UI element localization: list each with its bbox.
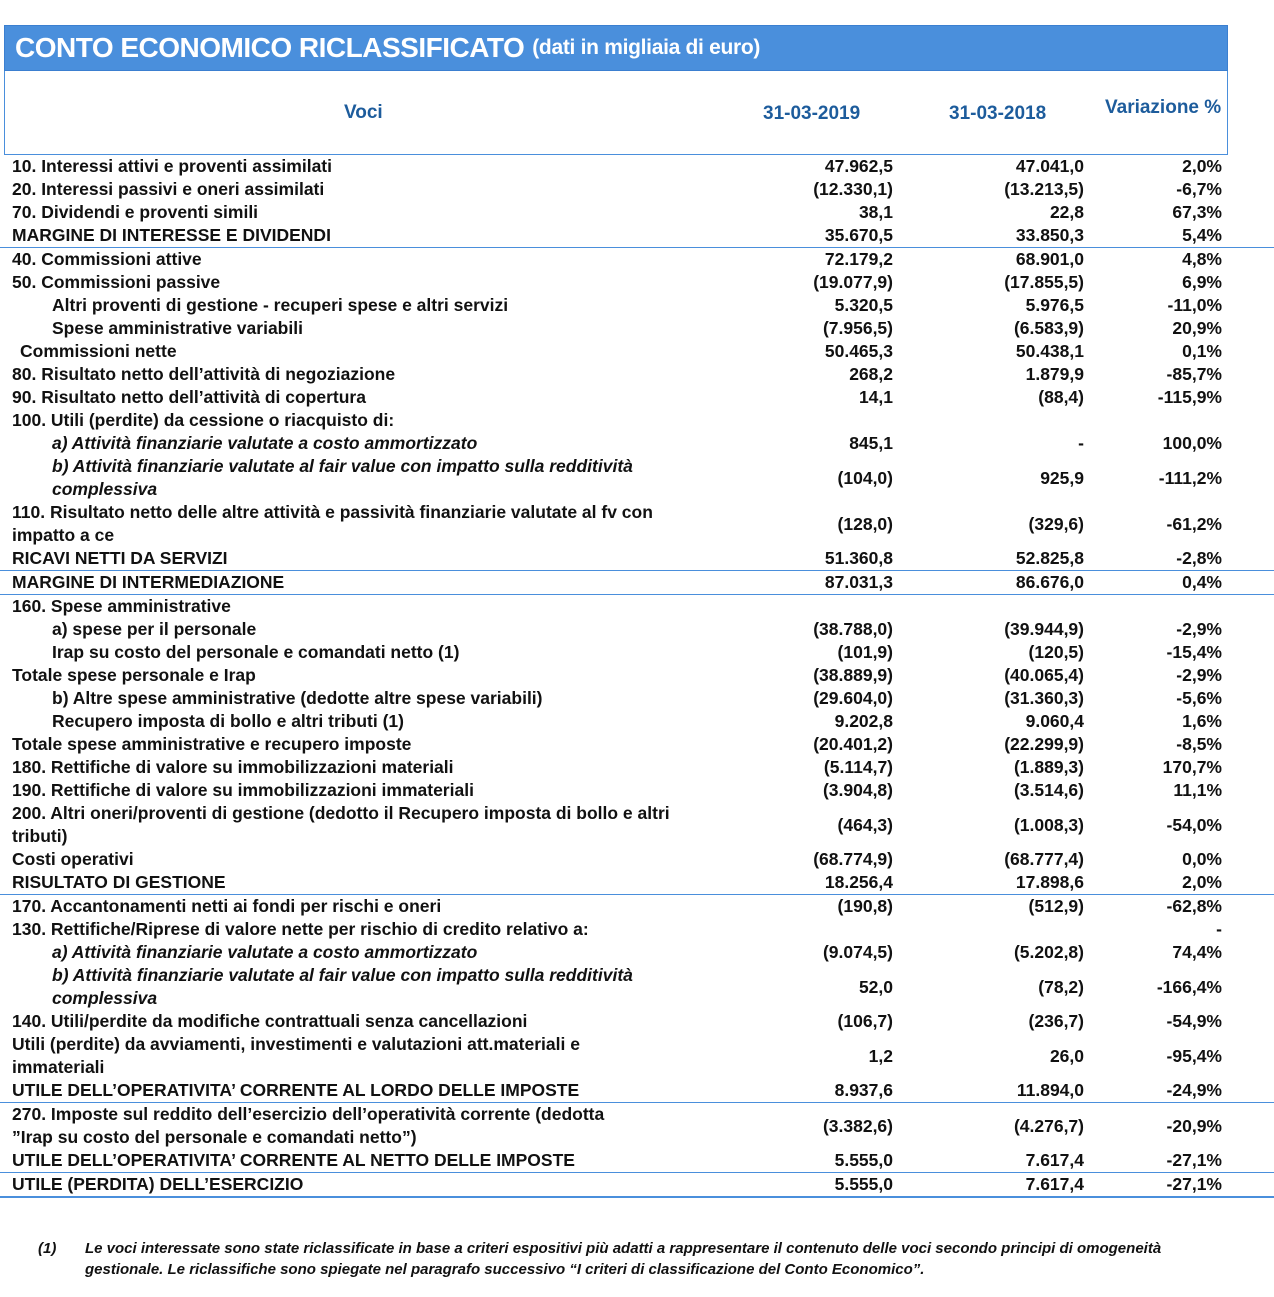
value-variazione: 2,0%	[1182, 156, 1222, 176]
value-2018: 33.850,3	[1015, 225, 1084, 245]
value-variazione: -54,0%	[1166, 815, 1222, 835]
row-label: MARGINE DI INTERESSE E DIVIDENDI	[12, 225, 331, 245]
table-row	[0, 595, 1274, 618]
value-2018: (5.202,8)	[1013, 942, 1084, 962]
value-2019: (19.077,9)	[813, 272, 893, 292]
value-variazione: 1,6%	[1182, 711, 1222, 731]
table-row	[0, 155, 1274, 178]
table-title-bar	[4, 25, 1228, 71]
value-variazione: -24,9%	[1166, 1080, 1222, 1100]
table-row	[0, 802, 1274, 848]
value-2019: (3.904,8)	[822, 780, 893, 800]
value-2019: (9.074,5)	[822, 942, 893, 962]
value-variazione: -95,4%	[1166, 1046, 1222, 1066]
value-2019: 51.360,8	[824, 548, 893, 568]
table-row	[0, 664, 1274, 687]
header-variazione: Variazione %	[1105, 97, 1222, 118]
value-2019: (7.956,5)	[822, 318, 893, 338]
footnote-text: Le voci interessate sono state riclassificate in base a criteri espositivi più adatti a rappresentare il contenuto delle voci secondo principi di omogeneità gestionale. Le riclassifiche sono spiegate nel paragrafo successivo “I criteri di classificazione del Conto Economico”.	[85, 1240, 1162, 1278]
row-label: 180. Rettifiche di valore su immobilizzazioni materiali	[12, 757, 454, 777]
value-variazione: 6,9%	[1182, 272, 1222, 292]
table-row	[0, 547, 1274, 571]
row-label: Irap su costo del personale e comandati netto (1)	[52, 642, 460, 662]
row-label: b) Attività finanziarie valutate al fair value con impatto sulla redditività complessiva	[52, 456, 633, 499]
value-2018: (4.276,7)	[1013, 1116, 1084, 1136]
table-row	[0, 895, 1274, 918]
table-row	[0, 248, 1274, 271]
value-2018: (3.514,6)	[1013, 780, 1084, 800]
value-2019: (38.788,0)	[813, 619, 893, 639]
value-2018: (1.008,3)	[1013, 815, 1084, 835]
row-label: Altri proventi di gestione - recuperi spese e altri servizi	[52, 295, 509, 315]
value-2018: 52.825,8	[1015, 548, 1084, 568]
value-variazione: -54,9%	[1166, 1011, 1222, 1031]
row-label: RISULTATO DI GESTIONE	[12, 872, 226, 892]
row-label: 140. Utili/perdite da modifiche contrattuali senza cancellazioni	[12, 1011, 528, 1031]
row-label: Totale spese amministrative e recupero imposte	[12, 734, 412, 754]
row-label: Utili (perdite) da avviamenti, investimenti e valutazioni att.materiali e immateriali	[12, 1034, 580, 1077]
value-variazione: -61,2%	[1166, 514, 1222, 534]
value-2019: (3.382,6)	[822, 1116, 893, 1136]
row-label: 40. Commissioni attive	[12, 249, 202, 269]
value-2019: (128,0)	[837, 514, 893, 534]
value-2018: 22,8	[1049, 202, 1084, 222]
table-row	[0, 1149, 1274, 1173]
value-2019: (38.889,9)	[813, 665, 893, 685]
value-2018: (6.583,9)	[1013, 318, 1084, 338]
value-2018: (39.944,9)	[1004, 619, 1084, 639]
row-label: 160. Spese amministrative	[12, 596, 231, 616]
value-2019: 52,0	[858, 977, 893, 997]
value-2018: 47.041,0	[1015, 156, 1084, 176]
value-2018: -	[1078, 433, 1084, 453]
table-subtitle: (dati in migliaia di euro)	[532, 36, 761, 59]
value-2019: (5.114,7)	[823, 757, 893, 777]
value-2019: (101,9)	[837, 642, 893, 662]
value-variazione: 11,1%	[1173, 780, 1222, 800]
value-variazione: 74,4%	[1172, 942, 1222, 962]
table-row	[0, 294, 1274, 317]
table-row	[0, 501, 1274, 547]
value-variazione: -	[1216, 919, 1222, 939]
row-label: a) Attività finanziarie valutate a costo ammortizzato	[52, 942, 478, 962]
row-label: UTILE (PERDITA) DELL’ESERCIZIO	[12, 1174, 304, 1194]
value-2018: (68.777,4)	[1004, 849, 1084, 869]
header-voci: Voci	[344, 102, 383, 123]
value-2018: (120,5)	[1028, 642, 1084, 662]
value-2018: (22.299,9)	[1004, 734, 1084, 754]
table-row	[0, 641, 1274, 664]
value-2018: 86.676,0	[1015, 572, 1084, 592]
value-2019: (20.401,2)	[813, 734, 893, 754]
value-2019: (464,3)	[837, 815, 893, 835]
value-variazione: -85,7%	[1166, 364, 1222, 384]
row-label: 20. Interessi passivi e oneri assimilati	[12, 179, 325, 199]
value-2019: 5.320,5	[834, 295, 893, 315]
table-row	[0, 618, 1274, 641]
value-variazione: -5,6%	[1176, 688, 1222, 708]
value-variazione: -15,4%	[1166, 642, 1222, 662]
table-row	[0, 1010, 1274, 1033]
value-2019: 72.179,2	[824, 249, 893, 269]
value-2018: 1.879,9	[1025, 364, 1084, 384]
value-variazione: 4,8%	[1182, 249, 1222, 269]
value-2019: 47.962,5	[824, 156, 893, 176]
value-2018: 9.060,4	[1025, 711, 1084, 731]
value-2019: (12.330,1)	[813, 179, 893, 199]
value-2019: (190,8)	[837, 896, 893, 916]
row-label: 100. Utili (perdite) da cessione o riacquisto di:	[12, 410, 395, 430]
table-row	[0, 178, 1274, 201]
table-row	[0, 340, 1274, 363]
value-variazione: -115,9%	[1157, 387, 1222, 407]
table-row	[0, 571, 1274, 595]
row-label: UTILE DELL’OPERATIVITA’ CORRENTE AL NETTO DELLE IMPOSTE	[12, 1150, 575, 1170]
table-row	[0, 687, 1274, 710]
value-2019: 5.555,0	[834, 1150, 893, 1170]
value-2018: (329,6)	[1028, 514, 1084, 534]
column-header	[4, 71, 1228, 155]
row-label: Recupero imposta di bollo e altri tributi (1)	[52, 711, 404, 731]
value-2019: 35.670,5	[824, 225, 893, 245]
value-2018: (512,9)	[1028, 896, 1084, 916]
row-label: 80. Risultato netto dell’attività di negoziazione	[12, 364, 396, 384]
value-variazione: 5,4%	[1182, 225, 1222, 245]
row-label: 50. Commissioni passive	[12, 272, 221, 292]
row-label: b) Altre spese amministrative (dedotte altre spese variabili)	[52, 688, 543, 708]
value-2019: (29.604,0)	[813, 688, 893, 708]
value-2019: (104,0)	[837, 468, 893, 488]
value-variazione: -8,5%	[1176, 734, 1222, 754]
row-label: 70. Dividendi e proventi simili	[12, 202, 259, 222]
table-row	[0, 964, 1274, 1010]
value-2019: 38,1	[858, 202, 893, 222]
value-2019: 5.555,0	[834, 1174, 893, 1194]
value-2018: (31.360,3)	[1004, 688, 1084, 708]
value-2019: (68.774,9)	[813, 849, 893, 869]
row-label: Costi operativi	[12, 849, 134, 869]
value-2018: 7.617,4	[1025, 1150, 1084, 1170]
row-label: Spese amministrative variabili	[52, 318, 303, 338]
value-2019: (106,7)	[837, 1011, 893, 1031]
value-variazione: 0,1%	[1182, 341, 1222, 361]
header-2019: 31-03-2019	[763, 103, 861, 124]
value-variazione: -27,1%	[1166, 1150, 1222, 1170]
value-2019: 14,1	[858, 387, 893, 407]
row-label: 130. Rettifiche/Riprese di valore nette per rischio di credito relativo a:	[12, 919, 589, 939]
value-2018: 26,0	[1049, 1046, 1084, 1066]
value-variazione: 100,0%	[1162, 433, 1222, 453]
table-row	[0, 1173, 1274, 1198]
table-row	[0, 779, 1274, 802]
footnote-number: (1)	[38, 1240, 57, 1257]
value-variazione: -111,2%	[1158, 468, 1222, 488]
value-variazione: -2,9%	[1176, 665, 1222, 685]
value-2019: 87.031,3	[824, 572, 893, 592]
row-label: RICAVI NETTI DA SERVIZI	[12, 548, 228, 568]
table-row	[0, 201, 1274, 224]
value-2019: 268,2	[849, 364, 893, 384]
table-row	[0, 871, 1274, 895]
table-row	[0, 733, 1274, 756]
row-label: a) spese per il personale	[52, 619, 257, 639]
value-2018: (1.889,3)	[1013, 757, 1084, 777]
value-variazione: 2,0%	[1182, 872, 1222, 892]
table-row	[0, 941, 1274, 964]
value-variazione: 0,0%	[1182, 849, 1222, 869]
row-label: UTILE DELL’OPERATIVITA’ CORRENTE AL LORDO DELLE IMPOSTE	[12, 1080, 580, 1100]
value-2019: 1,2	[868, 1046, 893, 1066]
value-2018: (88,4)	[1038, 387, 1084, 407]
value-variazione: -20,9%	[1166, 1116, 1222, 1136]
row-label: a) Attività finanziarie valutate a costo ammortizzato	[52, 433, 478, 453]
table-body	[0, 155, 1274, 1198]
value-2018: 11.894,0	[1016, 1080, 1084, 1100]
value-variazione: 20,9%	[1172, 318, 1222, 338]
value-2019: 8.937,6	[834, 1080, 893, 1100]
value-variazione: -62,8%	[1166, 896, 1222, 916]
row-label: 90. Risultato netto dell’attività di copertura	[12, 387, 366, 407]
value-2019: 9.202,8	[834, 711, 893, 731]
value-2018: (17.855,5)	[1004, 272, 1084, 292]
table-title: CONTO ECONOMICO RICLASSIFICATO	[15, 32, 525, 63]
value-variazione: 0,4%	[1182, 572, 1222, 592]
value-2018: (236,7)	[1028, 1011, 1084, 1031]
value-variazione: -2,9%	[1176, 619, 1222, 639]
row-label: 270. Imposte sul reddito dell’esercizio dell’operatività corrente (dedotta ”Irap su costo del personale e comandati netto”)	[12, 1104, 605, 1147]
table-row	[0, 271, 1274, 294]
value-variazione: -6,7%	[1176, 179, 1222, 199]
value-2018: 17.898,6	[1015, 872, 1084, 892]
table-row	[0, 363, 1274, 386]
table-row	[0, 455, 1274, 501]
table-row	[0, 224, 1274, 248]
value-2018: (78,2)	[1038, 977, 1084, 997]
row-label: 190. Rettifiche di valore su immobilizzazioni immateriali	[12, 780, 474, 800]
row-label: MARGINE DI INTERMEDIAZIONE	[12, 572, 285, 592]
table-row	[0, 386, 1274, 409]
value-2019: 50.465,3	[824, 341, 893, 361]
row-label: Commissioni nette	[20, 341, 177, 361]
value-2018: 7.617,4	[1025, 1174, 1084, 1194]
value-2018: 925,9	[1040, 468, 1084, 488]
table-row	[0, 710, 1274, 733]
table-row	[0, 1103, 1274, 1149]
value-variazione: 170,7%	[1162, 757, 1222, 777]
value-2019: 18.256,4	[824, 872, 893, 892]
header-2018: 31-03-2018	[949, 103, 1047, 124]
value-variazione: -27,1%	[1166, 1174, 1222, 1194]
table-row	[0, 1079, 1274, 1103]
row-label: 200. Altri oneri/proventi di gestione (dedotto il Recupero imposta di bollo e altri tributi)	[12, 803, 670, 846]
value-2018: 5.976,5	[1025, 295, 1084, 315]
value-2018: (40.065,4)	[1004, 665, 1084, 685]
table-row	[0, 409, 1274, 432]
value-variazione: -2,8%	[1176, 548, 1222, 568]
table-row	[0, 918, 1274, 941]
value-variazione: 67,3%	[1172, 202, 1222, 222]
value-2018: 50.438,1	[1015, 341, 1084, 361]
table-row	[0, 756, 1274, 779]
table-row	[0, 1033, 1274, 1079]
row-label: 10. Interessi attivi e proventi assimilati	[12, 156, 332, 176]
table-row	[0, 432, 1274, 455]
value-variazione: -166,4%	[1156, 977, 1222, 997]
table-row	[0, 317, 1274, 340]
value-variazione: -11,0%	[1167, 295, 1222, 315]
value-2019: 845,1	[849, 433, 893, 453]
row-label: b) Attività finanziarie valutate al fair value con impatto sulla redditività complessiva	[52, 965, 633, 1008]
row-label: 110. Risultato netto delle altre attività e passività finanziarie valutate al fv con impatto a ce	[12, 502, 653, 545]
value-2018: 68.901,0	[1015, 249, 1084, 269]
row-label: 170. Accantonamenti netti ai fondi per rischi e oneri	[12, 896, 442, 916]
value-2018: (13.213,5)	[1004, 179, 1084, 199]
table-row	[0, 848, 1274, 871]
row-label: Totale spese personale e Irap	[12, 665, 256, 685]
